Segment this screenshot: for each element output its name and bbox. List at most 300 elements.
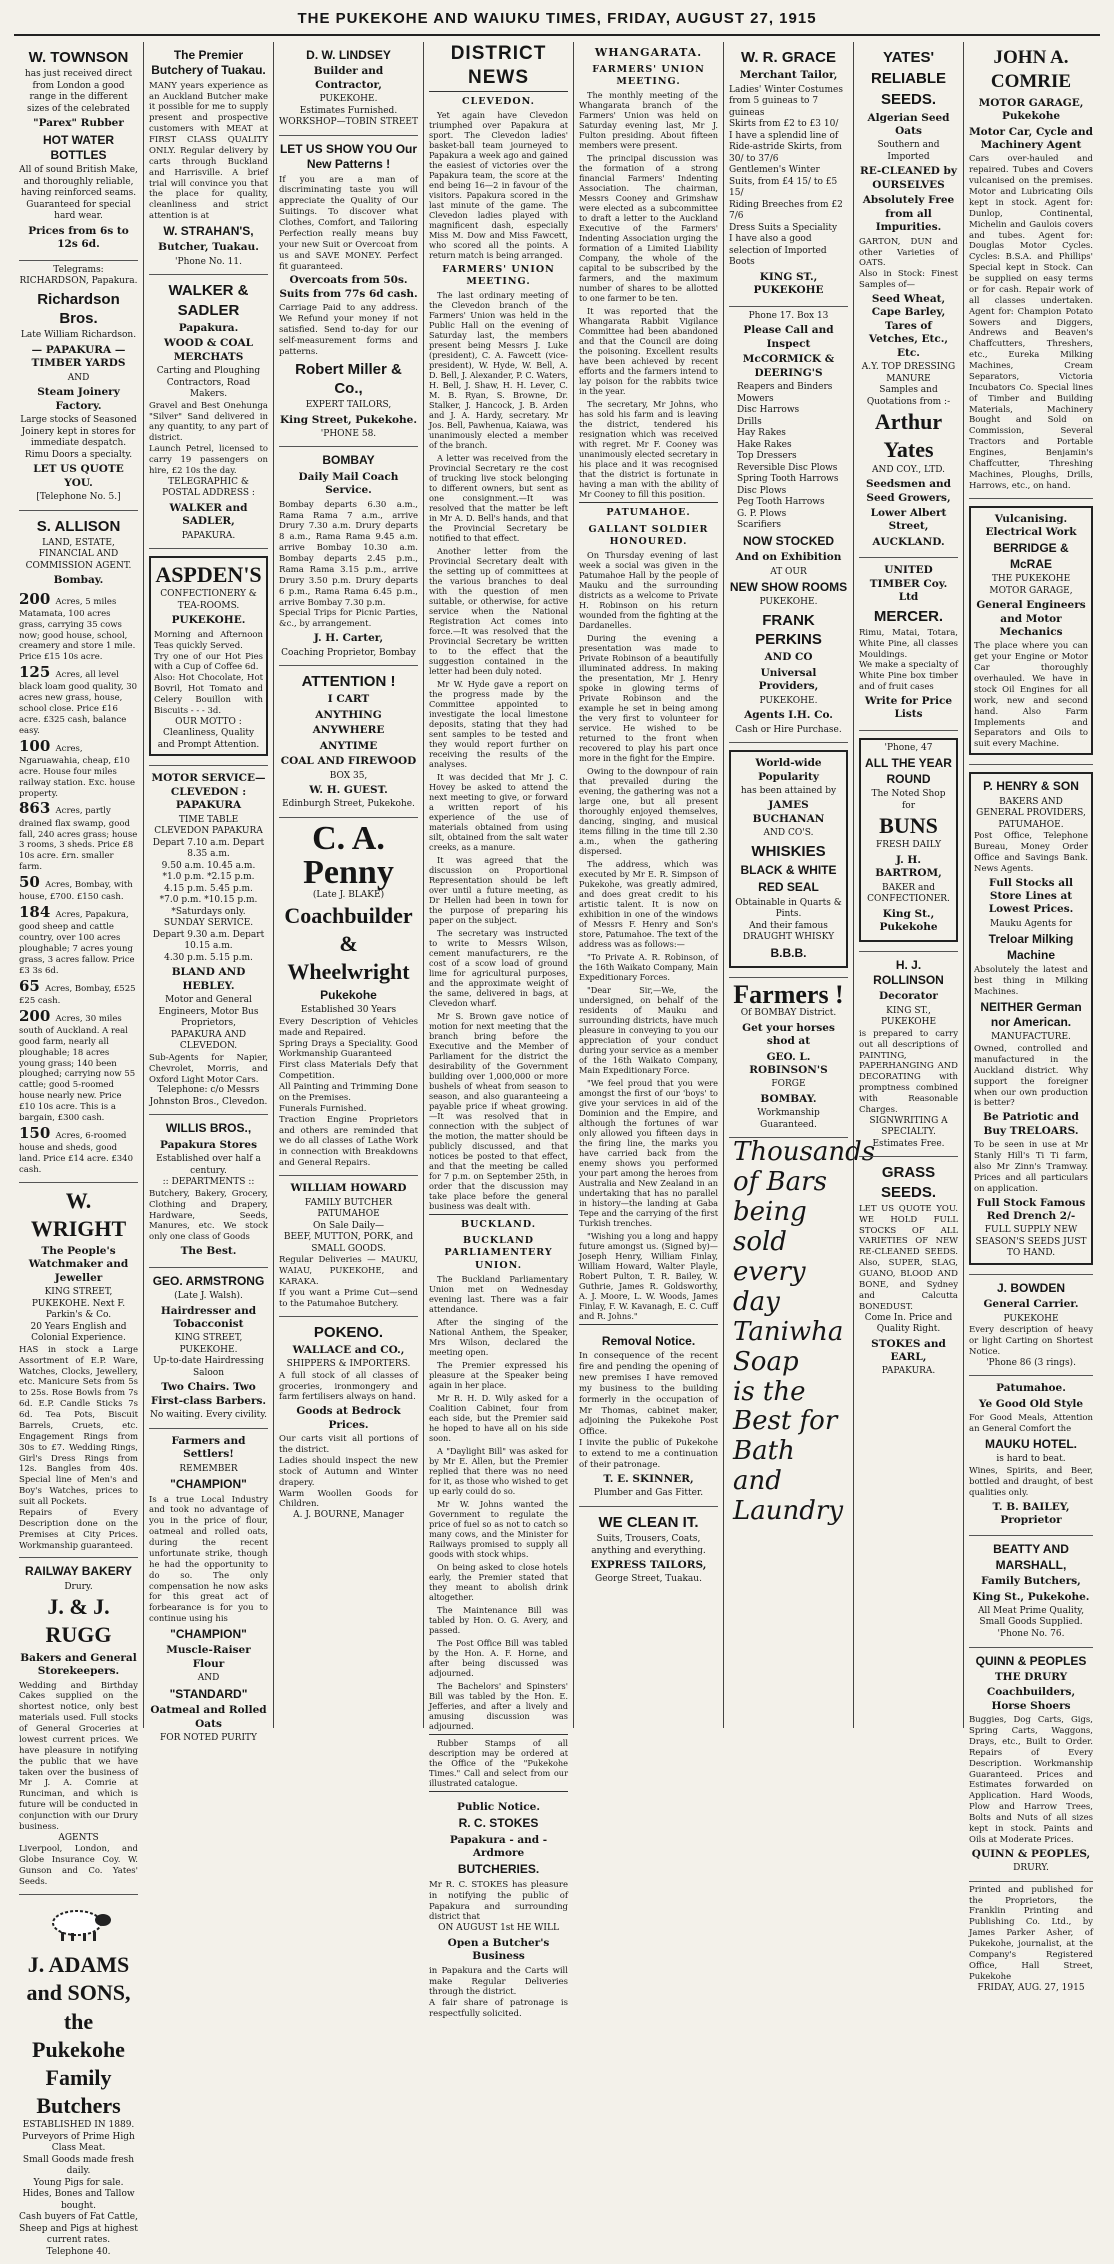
bowden-place: PUKEKOHE bbox=[1003, 1313, 1059, 1324]
yates-oats-body: Southern and Imported bbox=[877, 140, 940, 162]
wright-tag: The People's Watchmaker and Jeweller bbox=[28, 1244, 129, 1284]
champion-product: Muscle-Raiser Flour bbox=[166, 1644, 251, 1670]
sheep-icon bbox=[39, 1903, 119, 1943]
grass-seeds-ad bbox=[859, 1157, 958, 1384]
howard-sale: On Sale Daily— bbox=[312, 1220, 385, 1231]
soap-script-line: is the Best for bbox=[733, 1376, 838, 1437]
listing-acres: 100 bbox=[19, 736, 56, 755]
patumahoe-p5: "To Private A. R. Robinson, of the 16th Waikato Company, Main Expeditionary Forces. bbox=[579, 951, 718, 982]
richardson-and: AND bbox=[67, 372, 90, 383]
taniwha-soap-ad bbox=[729, 1137, 876, 1527]
allison-ad bbox=[19, 511, 138, 1183]
grace-addr: KING ST., PUKEKOHE bbox=[753, 270, 824, 297]
motor-sun: SUNDAY SERVICE. bbox=[163, 918, 254, 929]
beatty-addr: King St., Pukekohe. bbox=[972, 1590, 1090, 1603]
column-6 bbox=[724, 42, 876, 1728]
miller-phone: 'PHONE 58. bbox=[320, 428, 377, 439]
buch-pop: World-wide Popularity bbox=[755, 757, 822, 783]
wright-name: W. WRIGHT bbox=[30, 1187, 127, 1241]
listing-text: Acres, partly drained flax swamp, good fall, 240 acres grass; house 3 rooms, 3 sheds. Price £8 10s acre. £rn. smaller farm. bbox=[19, 806, 138, 873]
bartrom-ad bbox=[859, 731, 958, 952]
berridge-ad bbox=[969, 499, 1093, 766]
motor-service-ad bbox=[149, 766, 268, 1115]
wright-ad bbox=[19, 1183, 138, 1559]
clean-head: WE CLEAN IT. bbox=[598, 1513, 699, 1531]
land-listing bbox=[19, 977, 138, 1007]
attention-line: ANYWHERE bbox=[312, 724, 385, 737]
roll-sign: SIGNWRITING A SPECIALTY. Estimates Free. bbox=[869, 1115, 948, 1149]
clevedon-heading2: FARMERS' UNION MEETING. bbox=[442, 263, 555, 287]
implement-item: Scarifiers bbox=[737, 520, 782, 531]
adams-and: and SONS, bbox=[26, 1980, 131, 2006]
farm-of: Of BOMBAY District. bbox=[740, 1008, 837, 1019]
champion-head: Farmers and Settlers! bbox=[171, 1434, 246, 1461]
land-listing bbox=[19, 903, 138, 977]
land-listing bbox=[19, 590, 138, 664]
columns bbox=[14, 42, 1100, 2257]
clevedon-p2: The last ordinary meeting of the Clevedon branch of the Farmers' Union was held in the Public Hall on the evening of Saturday last, the members present being Messrs J. Luke (president), C. A. Fawcett (vice-president), W. Hyde, W. Bell, A. D. Bell, J. Alexander, P. C. Waters, H. Bell, J. Shaw, H. H. Lever, C. M. B. Ryan, S. Browne, Dr. Stalker, J. Hancock, J. B. Arden and J. A. Hardy, secretary. Mr Jos. Bell, Pawhenua, Kaiawa, was unanimously elected a member of the branch. bbox=[429, 290, 568, 451]
grace-line: I have also a good selection of Imported Boots bbox=[729, 234, 827, 268]
mcc-name: McCORMICK & DEERING'S bbox=[742, 353, 835, 379]
comrie-name: JOHN A. COMRIE bbox=[990, 47, 1072, 93]
grass-name: STOKES and EARL, bbox=[871, 1337, 946, 1363]
berr-vulc: Vulcanising. Electrical Work bbox=[985, 512, 1077, 538]
townson-head: HOT WATER BOTTLES bbox=[42, 132, 115, 163]
guest-name: W. H. GUEST. bbox=[309, 784, 388, 797]
implement-item: Disc Harrows bbox=[737, 405, 800, 416]
armstrong-addr: KING STREET, PUKEKOHE. bbox=[174, 1333, 243, 1355]
miller-place: King Street, Pukekohe. bbox=[280, 413, 417, 426]
motor-sat: *Saturdays only. bbox=[171, 906, 246, 917]
rugg-body: Wedding and Birthday Cakes supplied on the shortest notice, only best materials used. Full stocks of General Groceries at lowest current prices. We have pleasure in notifying the public that we have taken over the business of Mr J. A. Comrie at Runciman, and which is future will be conducted in conjunction with our Drury business. bbox=[19, 1680, 138, 1832]
grass-body: LET US QUOTE YOU. WE HOLD FULL STOCKS OF ALL VARIETIES OF NEW RE-CLEANED SEEDS. Also, SUPER, SLAG, GUANO, BLOOD AND BONE, and Sydney and Calcutta BONEDUST. bbox=[859, 1203, 958, 1312]
buch-obt: Obtainable in Quarts & Pints. bbox=[735, 897, 842, 920]
champion-and: AND bbox=[197, 1673, 220, 1684]
champion-ad bbox=[149, 1429, 268, 1751]
penny-place: Pukekohe bbox=[320, 987, 377, 1002]
strahan-phone: 'Phone No. 11. bbox=[175, 256, 242, 267]
robinson-ad bbox=[729, 978, 848, 1138]
grass-come: Come In. Price and Quality Right. bbox=[864, 1312, 953, 1335]
mauku-wines: Wines, Spirits, and Beer, bottled and draught, of best qualities only. bbox=[969, 1465, 1093, 1498]
mcc-call: Please Call and Inspect bbox=[743, 324, 834, 350]
premier-body: MANY years experience as an Auckland Butcher make it possible for me to supply present and prospective customers with MEAT at FIRST CLASS QUALITY ONLY. Regular delivery by carts through Buckland and Harrisville. A brief trial will convince you that the place for quality, cleanliness and strict attention is at bbox=[149, 80, 268, 222]
round-phone: 'Phone, 47 bbox=[884, 742, 933, 753]
buckland-p3: The Premier expressed his pleasure at the Speaker being again in her place. bbox=[429, 1359, 568, 1390]
buch-bw: BLACK & WHITE bbox=[740, 863, 837, 878]
clevedon-p1: Yet again have Clevedon triumphed over Papakura at sport. The Clevedon ladies' basket-ball team journeyed to Papakura a week ago and gained the easiest of victories over the Papakura team, the score at the end being 16—2 in favour of the visitors. Papakura scored in the last minute of the game. The Clevedon ladies played with magnificent dash, especially Miss M. Dow and Miss Fawcett, who scored all the points. A return match is being arranged. bbox=[429, 109, 568, 260]
yates-samples: Samples and Quotations from :- bbox=[866, 385, 951, 407]
express-tailors-ad bbox=[579, 1507, 718, 1592]
richardson-body: Large stocks of Seasoned Joinery kept in stores for immediate despatch. Rimu Doors a specialty. bbox=[20, 415, 137, 460]
lindsey-place: PUKEKOHE. bbox=[319, 94, 378, 105]
adams-cash: Cash buyers of Fat Cattle, Sheep and Pigs at highest current rates. bbox=[19, 2212, 138, 2246]
soap-script-line: being sold bbox=[733, 1197, 807, 1258]
mauku-hard: is hard to beat. bbox=[996, 1454, 1066, 1465]
implement-item: Hake Rakes bbox=[737, 439, 792, 450]
wallace-goods: Goods at Bedrock Prices. bbox=[296, 1405, 401, 1431]
beatty-goods: Small Goods Supplied. bbox=[979, 1617, 1083, 1628]
penny-body2: Spring Drays a Speciality. Good Workmanship Guaranteed bbox=[279, 1038, 418, 1060]
adams-pigs: Young Pigs for sale. Hides, Bones and Tallow bought. bbox=[22, 2177, 135, 2211]
howard-place: PATUMAHOE bbox=[317, 1209, 380, 1220]
listing-acres: 863 bbox=[19, 799, 56, 818]
clevedon-p5: Mr W. Hyde gave a report on the progress made by the Committee appointed to investigate the local limestone deposits, stating that they had sent samples to be tested and they would report further on receiving the results of the analyses. bbox=[429, 679, 568, 770]
removal-body: In consequence of the recent fire and pending the opening of new premises I have removed my business to the building formerly in the occupation of Mr Thomas, cabinet maker, adjoining the Pukekohe Post Office. bbox=[579, 1351, 718, 1438]
penny-body4: All Painting and Trimming Done on the Premises. bbox=[279, 1082, 418, 1103]
farm-work: Workmanship Guaranteed. bbox=[757, 1108, 820, 1130]
penny-name: C. A. Penny bbox=[303, 820, 394, 891]
whangarata-p1: The monthly meeting of the Whangarata branch of the Farmers' Union was held on Saturday evening last, Mr J. Fulton presiding. About fifteen members were present. bbox=[579, 90, 718, 151]
buch-draught: DRAUGHT WHISKY bbox=[742, 932, 835, 943]
round-buns: BUNS bbox=[879, 813, 938, 839]
timetable-row: *1.0 p.m. *2.15 p.m. bbox=[162, 872, 255, 883]
roll-body: is prepared to carry out all descriptions of PAINTING, PAPERHANGING AND DECORATING with promptness combined with Reasonable Charges. bbox=[859, 1028, 958, 1115]
quinn-body: Buggies, Dog Carts, Gigs, Spring Carts, Waggons, Drays, etc., Built to Order. Repairs of Every Description. Workmanship Guaranteed. Prices and Estimates forwarded on Application. Hard Woods, Plow and Harrow Trees, Bolts and Nuts of all sizes kept in stock. Paints and Oils at Moderate Prices. bbox=[969, 1715, 1093, 1845]
champion-body: Is a true Local Industry and took no advantage of you in the price of flour, oatmeal and rolled oats, during the recent unfortunate strike, though he had the opportunity to do so. The only compensation he now asks for this great act of forbearance is for you to continue using his bbox=[149, 1494, 268, 1625]
timetable-row: *7.0 p.m. *10.15 p.m. bbox=[159, 895, 258, 906]
attention-line: ANYTIME bbox=[319, 739, 378, 752]
penny-body3: First class Materials Defy that Competition. bbox=[279, 1060, 418, 1082]
stokes-carts: in Papakura and the Carts will make Regular Deliveries through the district. bbox=[429, 1965, 568, 1998]
clevedon-p9: Mr S. Brown gave notice of motion for next meeting that the branch bring before the Executive and the Member of Parliament for the district the desirability of the Government building over 1,000,000 or more bushels of wheat from season to season, and also guaranteeing a payable price if wheat growing.—It was resolved that in connection with the subject of the motion, the matter should be publicly discussed, and that notices be posted to that effect, and that the meeting be called for 7 p.m. on September 25th, in order that the discussion may take place before the general business was dealt with. bbox=[429, 1011, 568, 1212]
listing-acres: 50 bbox=[19, 873, 46, 892]
penny-est: Established 30 Years bbox=[300, 1005, 397, 1016]
howard-name: WILLIAM HOWARD bbox=[290, 1182, 407, 1195]
walker-addr: WALKER and SADLER, bbox=[169, 501, 248, 528]
berr-name: BERRIDGE & McRAE bbox=[993, 541, 1069, 571]
masthead: THE PUKEKOHE AND WAIUKU TIMES, FRIDAY, AUGUST 27, 1915 bbox=[14, 10, 1100, 36]
lindsey-name: D. W. LINDSEY bbox=[306, 48, 391, 62]
rubber-stamps: Rubber Stamps of all description may be ordered at the Office of the "Pukekohe Times." Call and select from our illustrated catalogue. bbox=[429, 1737, 568, 1788]
grace-line: Gentlemen's Winter Suits, from £4 15/ to £5 15/ bbox=[729, 165, 838, 199]
allison-name: S. ALLISON bbox=[36, 517, 121, 535]
howard-ad bbox=[279, 1176, 418, 1316]
timetable-row: 4.15 p.m. 5.45 p.m. bbox=[164, 883, 253, 894]
buchanan-ad bbox=[729, 743, 848, 978]
whangarata-p2: The principal discussion was the formation of a strong financial Farmers' Indenting Association. The chairman, Messrs Cooney and Grimshaw were elected as a subcommittee to draft a letter to the Auckland Executive of the Farmers' Indenting Association urging the formation of a Limited Liability Company, the whole of the capital to be subscribed by the farmers, and the maximum number of shares to be allotted to one farmer to be ten. bbox=[579, 153, 718, 304]
column-1 bbox=[14, 42, 144, 2257]
clevedon-heading: CLEVEDON. bbox=[462, 95, 535, 107]
column-8 bbox=[964, 42, 1098, 1993]
howard-want: If you want a Prime Cut—send to the Patumahoe Butchery. bbox=[279, 1287, 418, 1309]
townson-ad bbox=[19, 42, 138, 261]
buckland-p4: Mr R. H. D. Wily asked for a Coalition Cabinet, four from each side, but the Premier said he hoped to have all on his side soon. bbox=[429, 1392, 568, 1443]
wallace-ad bbox=[279, 1317, 418, 1528]
buch-attain: has been attained by bbox=[740, 785, 837, 796]
bowden-name: J. BOWDEN bbox=[996, 1280, 1065, 1295]
show-carriage: Carriage Paid to any address. We Refund your money if not satisfied. Send to-day for our self-measurement forms and patterns. bbox=[279, 303, 418, 357]
land-listing bbox=[19, 737, 138, 800]
listing-text: Acres, Papakura, good sheep and cattle country, over 100 acres ploughable; 7 acres young grass, 3 acres fallow. Price £3 3s 6d. bbox=[19, 910, 135, 976]
quinn-drury: DRURY. bbox=[1013, 1863, 1049, 1874]
penny-late: (Late J. BLAKE) bbox=[312, 890, 385, 900]
yates-ad bbox=[859, 42, 958, 558]
willis-depts: :: DEPARTMENTS :: bbox=[162, 1177, 255, 1188]
henry-owned: Owned, controlled and manufactured in the Auckland district. Why support the foreigner when our own production is better? bbox=[974, 1044, 1088, 1109]
yates-reliable: RELIABLE bbox=[871, 70, 946, 88]
timber-spec: We make a specialty of White Pine box timber and of fruit cases bbox=[859, 660, 958, 693]
bowden-body: Every description of heavy or light Carting on Shortest Notice. bbox=[969, 1325, 1093, 1357]
listing-text: Acres, 6-roomed house and sheds, good land. Price £14 acre. £340 cash. bbox=[19, 1130, 133, 1175]
carter-desc: Coaching Proprietor, Bombay bbox=[281, 647, 416, 658]
mauku-hotel-ad bbox=[969, 1376, 1093, 1536]
implement-item: Reapers and Binders bbox=[737, 382, 833, 393]
yates-garton: GARTON, DUN and other Varieties of OATS. bbox=[859, 236, 958, 269]
aspden-body2: Try one of our Hot Pies with a Cup of Coffee 6d. bbox=[154, 651, 263, 673]
henry-ad bbox=[969, 765, 1093, 1275]
guest-addr: Edinburgh Street, Pukekohe. bbox=[282, 799, 415, 810]
howard-desc: FAMILY BUTCHER bbox=[304, 1197, 393, 1208]
soap-script-line: Soap bbox=[733, 1346, 799, 1377]
clean-addr: George Street, Tuakau. bbox=[595, 1574, 702, 1585]
henry-post: Post Office, Telephone Bureau, Money Order Office and Savings Bank. News Agents. bbox=[974, 831, 1088, 874]
buckland-p1: The Buckland Parliamentary Union met on Wednesday evening last. There was a fair attendance. bbox=[429, 1273, 568, 1314]
yates-city: AUCKLAND. bbox=[872, 535, 945, 548]
beatty-desc: Family Butchers, bbox=[981, 1575, 1081, 1588]
allison-place: Bombay. bbox=[53, 574, 104, 587]
bland-agents: Sub-Agents for Napier, Chevrolet, Morris, and Oxford Light Motor Cars. bbox=[149, 1052, 268, 1085]
willis-ad bbox=[149, 1115, 268, 1267]
perkins-cash: Cash or Hire Purchase. bbox=[735, 724, 842, 735]
howard-list: BEEF, MUTTON, PORK, and SMALL GOODS. bbox=[283, 1232, 414, 1254]
wright-addr: KING STREET, PUKEKOHE. Next F. Parkin's & Co. bbox=[31, 1287, 126, 1321]
timber-ad bbox=[859, 558, 958, 731]
clevedon-p3: A letter was received from the Provincial Secretary re the cost of trucking live stock belonging to different owners, but sent as one consignment.—It was resolved that the matter be left in Mr A. D. Bell's hands, and that the Provincial Secretary be notified to that effect. bbox=[429, 453, 568, 544]
grace-line: Riding Breeches from £2 7/6 bbox=[729, 199, 843, 222]
motor-table: TIME TABLE bbox=[178, 814, 239, 825]
bombay-head: BOMBAY bbox=[322, 453, 375, 468]
perkins-and: AND CO bbox=[764, 651, 813, 664]
removal-invite: I invite the public of Pukekohe to extend to me a continuation of their patronage. bbox=[579, 1438, 718, 1470]
column-3 bbox=[274, 42, 424, 1728]
round-shop: The Noted Shop for bbox=[871, 789, 946, 811]
comrie-sub: Motor Car, Cycle and Machinery Agent bbox=[969, 125, 1093, 151]
patumahoe-p2: During the evening a presentation was made to Private Robinson of a beautifully illuminated address. In making the presentation, Mr J. Henry spoke in glowing terms of Private Robinson and the example he set in being among the very first to volunteer for service. He wished to be returned to the front when recovered to play his part once more in the fight for the Empire. bbox=[579, 632, 718, 763]
soap-script-line: Taniwha bbox=[733, 1316, 844, 1347]
clean-body: Suits, Trousers, Coats, anything and everything. bbox=[591, 1533, 706, 1556]
round-head: ALL THE YEAR ROUND bbox=[865, 756, 952, 786]
townson-body: All of sound British Make, and thoroughly reliable, having reinforced seams. Guaranteed for special hard wear. bbox=[19, 165, 138, 222]
adams-goods: Small Goods made fresh daily. bbox=[22, 2154, 135, 2177]
patumahoe-p7: "We feel proud that you were amongst the first of our 'boys' to give your services in aid of the Dominion and the Empire, and although the fortunes of war only allowed you fifteen days in the firing line, the marks you have carried back from the enemy shows you performed your part among the heroes from Australia and New Zealand in an undertaking that has no parallel in history—the landing at Gaba Tepe and the carrying of the first Turkish trenches. bbox=[579, 1077, 718, 1228]
penny-trade: Coachbuilder bbox=[284, 902, 413, 928]
attention-lines bbox=[279, 693, 418, 768]
stokes-place: Papakura - and - Ardmore bbox=[449, 1833, 548, 1859]
richardson-late: Late William Richardson. bbox=[20, 330, 137, 341]
walker-addr-heading: TELEGRAPHIC & POSTAL ADDRESS : bbox=[162, 476, 255, 499]
grace-line: Ladies' Winter Costumes from 5 guineas to 7 guineas bbox=[729, 84, 843, 118]
timetable-row: Depart 7.10 a.m. Depart 8.35 a.m. bbox=[152, 837, 265, 860]
aspden-body1: Morning and Afternoon Teas quickly Served. bbox=[154, 629, 263, 651]
roll-name: H. J. ROLLINSON bbox=[873, 957, 944, 987]
adams-tel: Telephone 40. bbox=[46, 2246, 111, 2257]
rugg-agents: Liverpool, London, and Globe Insurance Coy. W. Gunson and Co. Yates' Seeds. bbox=[19, 1844, 138, 1887]
penny-body5: Funerals Furnished. bbox=[279, 1103, 367, 1114]
miller-name: Robert Miller & Co., bbox=[295, 360, 402, 397]
listing-text: Acres, Bombay, £525 £25 cash. bbox=[19, 983, 136, 1006]
armstrong-name: GEO. ARMSTRONG bbox=[152, 1273, 265, 1288]
wallace-carts: Our carts visit all portions of the district. bbox=[279, 1434, 418, 1456]
listing-acres: 200 bbox=[19, 589, 56, 608]
round-fresh: FRESH DAILY bbox=[875, 840, 942, 851]
listing-text: Acres, Bombay, with house, £700. £150 cash. bbox=[19, 880, 133, 903]
howard-deliv: Regular Deliveries — MAUKU, WAIAU, PUKEKOHE, and KARAKA. bbox=[279, 1255, 418, 1287]
listing-acres: 184 bbox=[19, 903, 56, 922]
allison-desc: LAND, ESTATE, FINANCIAL AND COMMISSION AGENT. bbox=[25, 537, 132, 571]
mcc-at: AT OUR bbox=[770, 566, 807, 577]
implement-item: G. P. Plows bbox=[737, 508, 787, 519]
listing-acres: 65 bbox=[19, 976, 46, 995]
buch-whiskies: WHISKIES bbox=[751, 842, 826, 860]
show-body: If you are a man of discriminating taste you will appreciate the Quality of Our Suitings. To discover what Clothes, Comfort, and Tailoring Perfection really means buy your new Suit or Overcoat from us and SAVE MONEY. Perfect fit guaranteed. bbox=[279, 174, 418, 272]
richardson-name: Richardson Bros. bbox=[37, 290, 120, 328]
yates-co: AND COY., LTD. bbox=[871, 464, 946, 475]
armstrong-desc: Hairdresser and Tobacconist bbox=[160, 1304, 257, 1330]
mauku-name: MAUKU HOTEL. bbox=[985, 1437, 1077, 1451]
whangarata-heading: FARMERS' UNION MEETING. bbox=[592, 64, 705, 88]
comrie-ad bbox=[969, 42, 1093, 499]
quinn-desc: Coachbuilders, Horse Shoers bbox=[986, 1686, 1076, 1712]
listing-text: Acres, 5 miles Matamata, 100 acres grass, carrying 35 cows now; good house, school, creamery and store 1 mile. Price £15 10s acre. bbox=[19, 596, 136, 663]
wallace-name: WALLACE and CO., bbox=[292, 1343, 405, 1356]
buch-also: And their famous bbox=[749, 920, 828, 931]
patumahoe-p4: The address, which was executed by Mr E. R. Simpson of Pukekohe, was greatly admired, and does great credit to his artistic talent. It is now on exhibition in one of the windows of Messrs F. Henry and Son's store, Patumahoe. The text of the address was as follows:— bbox=[579, 858, 718, 949]
adams-trade: Family Butchers bbox=[36, 2064, 121, 2119]
stokes-fair: A fair share of patronage is respectfully solicited. bbox=[429, 1998, 568, 2020]
aspden-motto: Cleanliness, Quality and Prompt Attention. bbox=[157, 728, 260, 750]
henry-full: Full Stocks all Store Lines at Lowest Prices. bbox=[988, 876, 1074, 916]
aspden-name: ASPDEN'S bbox=[155, 562, 262, 588]
implement-item: Hay Rakes bbox=[737, 428, 786, 439]
mauku-prop: T. B. BAILEY, Proprietor bbox=[992, 1500, 1070, 1526]
round-desc: BAKER and CONFECTIONER. bbox=[867, 882, 950, 905]
clevedon-p6: It was decided that Mr J. C. Hovey be asked to attend the next meeting to give, or forward a written report of his experience of the use of materials obtained from using silt, obtained from the salt water creeks, as a manure. bbox=[429, 772, 568, 853]
yates-free: Absolutely Free from all Impurities. bbox=[862, 194, 955, 234]
strahan-name: W. STRAHAN'S, bbox=[163, 224, 254, 239]
implement-item: Top Dressers bbox=[737, 451, 797, 462]
patumahoe-p1: On Thursday evening of last week a social was given in the Patumahoe Hall by the people of Mauku and the surrounding districts as a welcome to Private H. Robinson on his return wounded from the fighting at the Dardanelles. bbox=[579, 549, 718, 630]
motor-times bbox=[149, 838, 268, 907]
clevedon-p4: Another letter from the Provincial Secretary dealt with the setting up of committees at the various branches to deal with the question of men suitable, or otherwise, for active service when the National Registration Act comes into force.—It was resolved that the Provincial Secretary be written to to the effect that the suggestion contained in the letter had been duly noted. bbox=[429, 546, 568, 677]
buckland-p2: After the singing of the National Anthem, the Speaker, Mrs Wilson, declared the meeting open. bbox=[429, 1316, 568, 1357]
imprint: Printed and published for the Proprietors, the Franklin Printing and Publishing Co. Ltd., by James Parker Asher, of Pukekohe, journalist, at the Company's Registered Office, Hall Street, Pukekohe bbox=[969, 1884, 1093, 1982]
armstrong-ad bbox=[149, 1268, 268, 1429]
land-listing bbox=[19, 1124, 138, 1176]
rollinson-ad bbox=[859, 952, 958, 1158]
motor-sun-times bbox=[149, 930, 268, 965]
mauku-place: Patumahoe. bbox=[996, 1382, 1066, 1395]
implement-item: Reversible Disc Plows bbox=[737, 462, 838, 473]
land-listing bbox=[19, 873, 138, 903]
walker-head: WOOD & COAL MERCHATS bbox=[163, 337, 253, 363]
adams-purveyors: Purveyors of Prime High Class Meat. bbox=[22, 2131, 135, 2154]
timber-name: UNITED TIMBER Coy. Ltd bbox=[869, 564, 948, 604]
wallace-body: A full stock of all classes of groceries, ironmongery and farm fertilisers always on hand. bbox=[279, 1370, 418, 1403]
clevedon-p8: The secretary was instructed to write to Messrs Wilson, cement manufacturers, re the cost of a scow load of ground lime for agricultural purposes, and the approximate weight of the same, delivered in bags, at Clevedon wharf. bbox=[429, 928, 568, 1009]
penny-body1: Every Description of Vehicles made and Repaired. bbox=[279, 1016, 418, 1038]
champion-name: "CHAMPION" bbox=[170, 1477, 247, 1492]
bombay-sub: Daily Mail Coach Service. bbox=[298, 470, 399, 497]
soap-script-line: Laundry bbox=[733, 1496, 844, 1527]
henry-seen: To be seen in use at Mr Stanly Hill's Ti Ti farm, also Mr Zinn's Tramway. Prices and all particulars on application. bbox=[974, 1140, 1088, 1194]
patumahoe-p8: "Wishing you a long and happy future amongst us. (Signed by)—Joseph Henry, William Finlay, William Howard, Walter Playle, Robert Pulton, T. R. Bailey, W. Guthrie, James R. Goldsworthy, A. J. Moore, L. W. Woods, James Finlay, F. W. Kavanagh, E. C. Cuff and R. Johns." bbox=[579, 1230, 718, 1321]
guest-ad bbox=[279, 666, 418, 818]
wallace-sign: A. J. BOURNE, Manager bbox=[293, 1510, 404, 1521]
listing-text: Acres, Ngaruawahia, cheap, £10 acre. House four miles railway station. Exc. house property. bbox=[19, 743, 136, 799]
armstrong-civility: No waiting. Every civility. bbox=[149, 1410, 268, 1421]
listing-acres: 200 bbox=[19, 1006, 56, 1025]
quinn-sign: QUINN & PEOPLES, bbox=[971, 1847, 1091, 1860]
listing-text: Acres, all level black loam good quality, 30 acres new grass, house, school close. Price £16 acre. £325 cash, balance easy. bbox=[19, 670, 138, 736]
buckland-p9: The Post Office Bill was tabled by the Hon. A. F. Horne, and after being discussed was adjourned. bbox=[429, 1637, 568, 1678]
townson-name: W. TOWNSON bbox=[28, 49, 129, 66]
grace-line: Dress Suits a Speciality bbox=[729, 222, 838, 233]
aspden-body3: Also: Hot Chocolate, Hot Bovril, Hot Tomato and Celery Bouillon with Biscuits - - - 3d. bbox=[154, 673, 263, 716]
walker-name: WALKER & SADLER bbox=[168, 282, 249, 319]
rugg-desc: Bakers and General Storekeepers. bbox=[20, 1651, 137, 1678]
round-addr: King St., Pukekohe bbox=[879, 907, 938, 934]
berr-body: The place where you can get your Engine or Motor Car thoroughly overhauled. We have in stock Oil Engines for all work, new and second hand. Also Farm Implements and Separators and Oils to suit every Machine. bbox=[974, 641, 1088, 750]
champion-standard: "STANDARD" bbox=[169, 1686, 248, 1701]
implement-item: Spring Tooth Harrows bbox=[737, 474, 839, 485]
roll-desc: Decorator bbox=[879, 990, 938, 1003]
removal-heading: Removal Notice. bbox=[601, 1333, 696, 1348]
column-7 bbox=[854, 42, 964, 1728]
timber-write: Write for Price Lists bbox=[864, 695, 953, 721]
yates-also: Also in Stock: Finest Samples of— bbox=[859, 269, 958, 291]
stokes-open: Open a Butcher's Business bbox=[447, 1936, 550, 1963]
grass-place: PAPAKURA. bbox=[881, 1366, 936, 1377]
mcc-rooms: NEW SHOW ROOMS bbox=[729, 580, 848, 595]
lindsey-desc: Builder and Contractor, bbox=[313, 65, 384, 91]
buckland-p10: The Bachelors' and Spinsters' Bill was tabled by the Hon. E. Jefferies, and after a lively and amusing discussion was adjourned. bbox=[429, 1680, 568, 1731]
column-5 bbox=[574, 42, 724, 1728]
land-listings bbox=[19, 590, 138, 1176]
farm-place: BOMBAY. bbox=[760, 1092, 817, 1105]
timetable-row: 9.50 a.m. 10.45 a.m. bbox=[161, 860, 256, 871]
patumahoe-p3: Owing to the downpour of rain that prevailed during the evening, the gathering was not a large one, but all present thoroughly enjoyed themselves, dancing, singing, and musical items filling in the time till 2.30 a.m., when the gathering dispersed. bbox=[579, 765, 718, 856]
henry-neither: NEITHER German nor American. bbox=[980, 999, 1082, 1030]
wallace-ladies: Ladies should inspect the new stock of Autumn and Winter drapery. bbox=[279, 1455, 418, 1488]
guest-box: BOX 35, bbox=[329, 770, 368, 781]
imprint-date: FRIDAY, AUG. 27, 1915 bbox=[977, 1982, 1085, 1993]
mcc-now: NOW STOCKED bbox=[742, 533, 835, 548]
adams-ad bbox=[19, 1895, 138, 2264]
whangarata-p4: The secretary, Mr Johns, who has sold his farm and is leaving the district, tendered his resignation which was received with regret. Mr F. Cooney was unanimously elected secretary in his place and it was recognised that the district is fortunate in having a man with the ability of Mr Cooney to fill this position. bbox=[579, 399, 718, 500]
perkins-desc: Universal Providers, bbox=[758, 666, 819, 693]
grace-lines bbox=[729, 85, 848, 269]
henry-desc: BAKERS AND GENERAL PROVIDERS, PATUMAHOE. bbox=[976, 796, 1086, 830]
bland-place: PAPAKURA AND CLEVEDON. bbox=[170, 1029, 247, 1052]
buch-name: JAMES BUCHANAN bbox=[752, 799, 825, 825]
walker-gravel: Gravel and Best Onehunga "Silver" Sand delivered in any quantity, to any part of district. bbox=[149, 400, 268, 444]
richardson-phone: [Telephone No. 5.] bbox=[36, 491, 121, 502]
implement-item: Disc Plows bbox=[737, 485, 787, 496]
walker-place: Papakura. bbox=[178, 321, 239, 334]
listing-acres: 125 bbox=[19, 663, 56, 682]
henry-treloar: Treloar Milking Machine bbox=[988, 932, 1074, 962]
townson-intro: has just received direct from London a good range in the different sizes of the celebrated bbox=[24, 69, 133, 114]
henry-manu: MANUFACTURE. bbox=[991, 1032, 1071, 1043]
bland-desc: Motor and General Engineers, Motor Bus Proprietors, bbox=[158, 995, 259, 1029]
skinner-desc: Plumber and Gas Fitter. bbox=[593, 1488, 704, 1499]
grace-line: Skirts from £2 to £3 10/ bbox=[729, 119, 839, 130]
wallace-warm: Warm Woollen Goods for Children. bbox=[279, 1488, 418, 1510]
implement-item: Peg Tooth Harrows bbox=[737, 497, 825, 508]
bland-phone: Telephone: c/o Messrs Johnston Bros., Clevedon. bbox=[149, 1085, 268, 1107]
walker-body: Carting and Ploughing Contractors, Road Makers. bbox=[156, 366, 261, 400]
